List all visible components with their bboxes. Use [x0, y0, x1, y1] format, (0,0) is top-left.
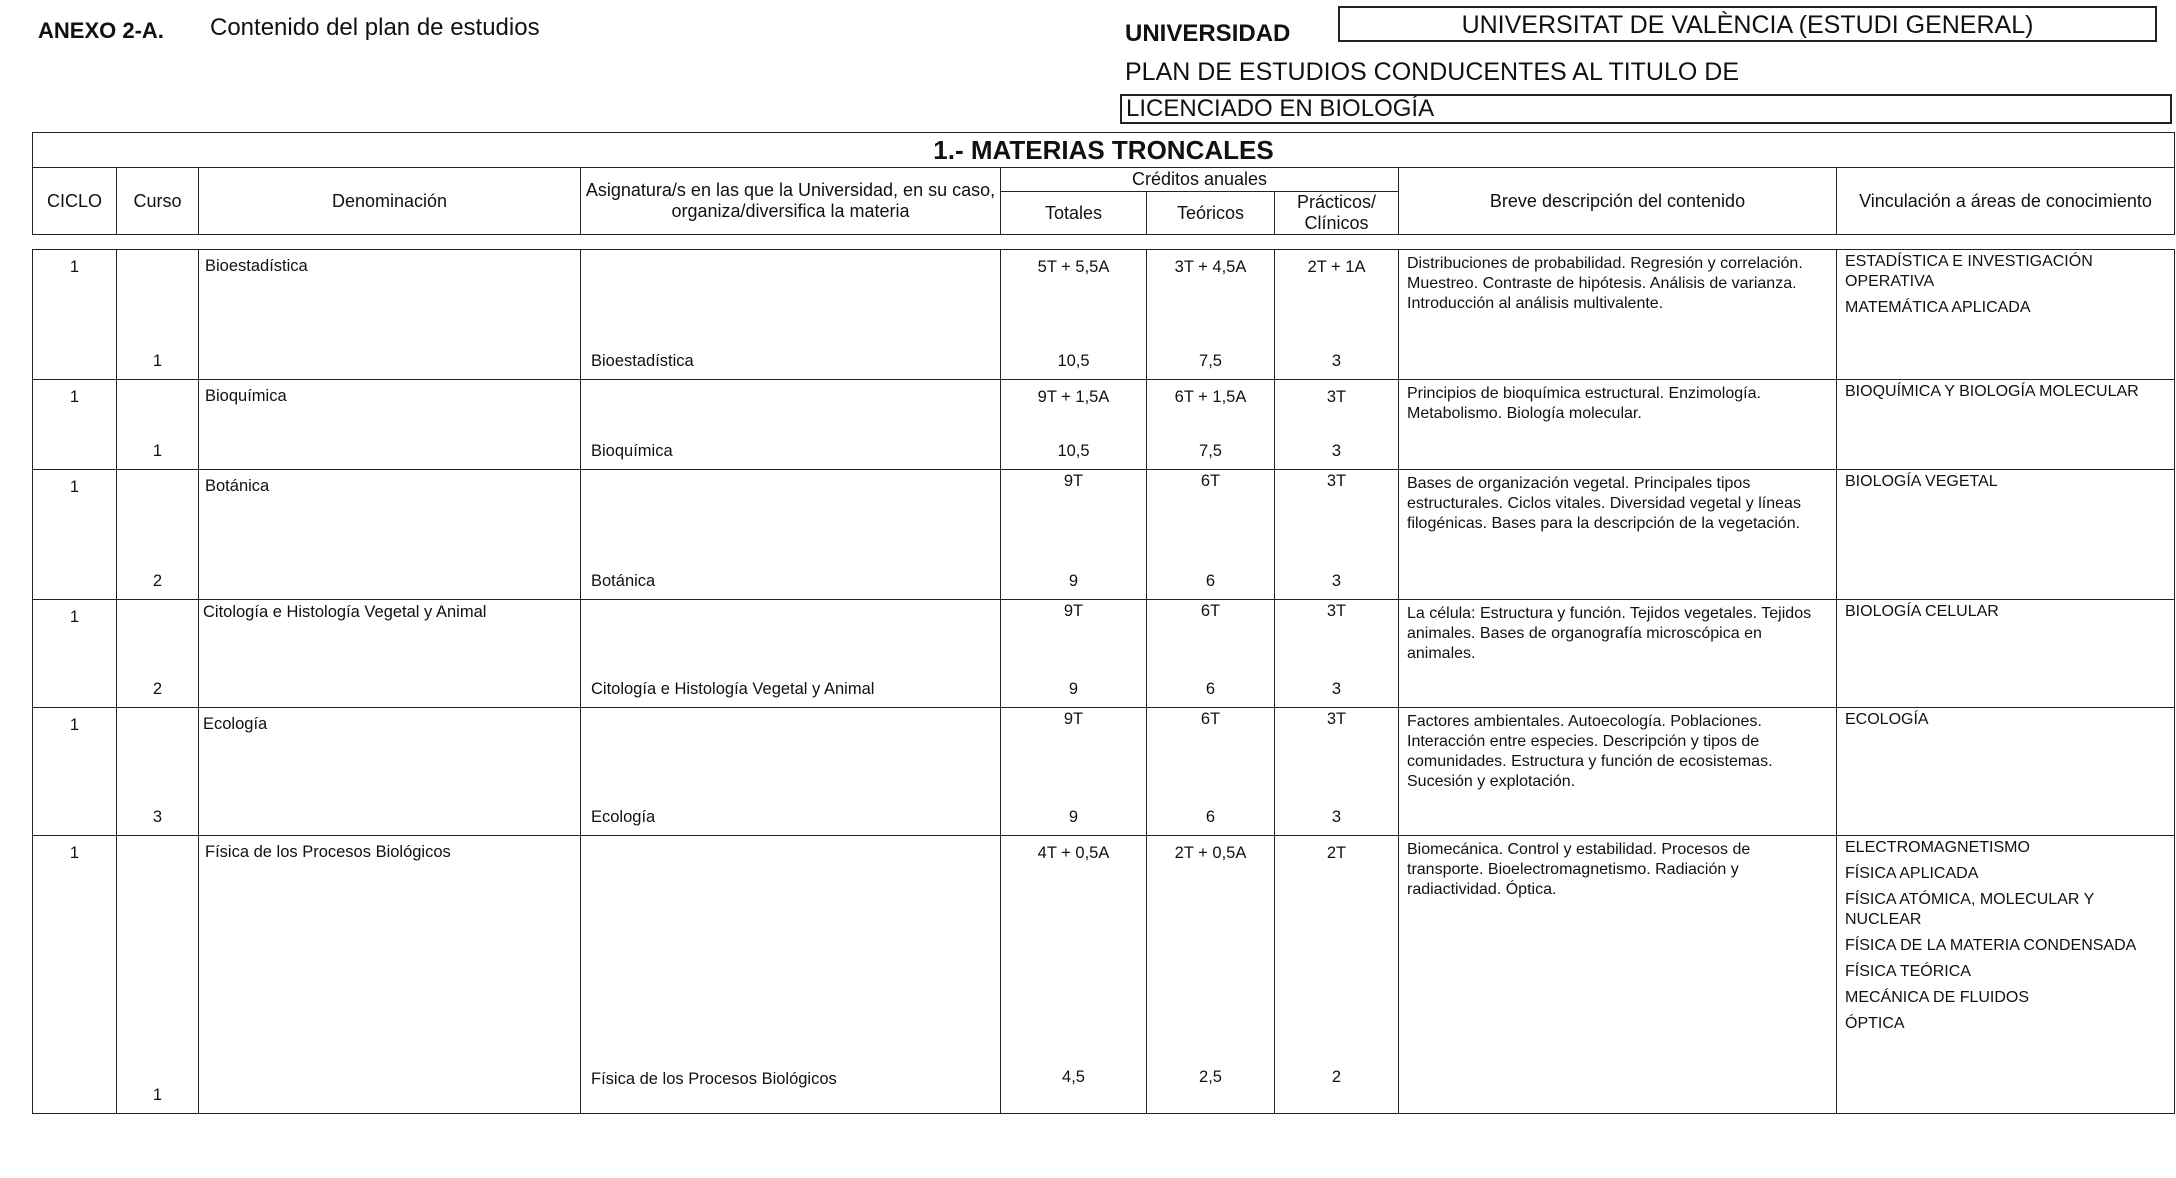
- row-practicos: 3: [1331, 572, 1342, 590]
- row-teoricos-top: 6T: [1200, 710, 1221, 728]
- row-ciclo: 1: [33, 600, 117, 708]
- row-descripcion: Factores ambientales. Autoecología. Poblaciones. Interacción entre especies. Descripción y tipos de comunidades. Estructura y función de ecosistemas. Sucesión y explotación.: [1399, 708, 1837, 836]
- row-asignatura-cell: [581, 708, 1001, 836]
- row-practicos: 2: [1331, 1068, 1342, 1086]
- row-totales: 10,5: [1057, 442, 1090, 460]
- row-areas: [1837, 708, 2175, 836]
- row-asignatura: Bioestadística: [591, 352, 694, 370]
- row-descripcion: Distribuciones de probabilidad. Regresión y correlación. Muestreo. Contraste de hipótesis. Análisis de varianza. Introducción al análisis multivalente.: [1399, 250, 1837, 380]
- row-totales-cell: [1001, 250, 1147, 380]
- row-ciclo: 1: [33, 250, 117, 380]
- row-teoricos: 7,5: [1199, 352, 1222, 370]
- row-teoricos: 6: [1205, 572, 1216, 590]
- universidad-field: UNIVERSITAT DE VALÈNCIA (ESTUDI GENERAL): [1338, 6, 2157, 42]
- row-teoricos-top: 6T: [1200, 472, 1221, 490]
- row-denominacion: Física de los Procesos Biológicos: [199, 836, 581, 1114]
- area-item: MATEMÁTICA APLICADA: [1845, 299, 2031, 316]
- area-item: FÍSICA APLICADA: [1845, 865, 1979, 882]
- row-practicos: 3: [1331, 680, 1342, 698]
- row-asignatura-cell: [581, 250, 1001, 380]
- row-totales: 4,5: [1062, 1068, 1085, 1086]
- table-row: [33, 470, 2175, 600]
- row-areas: [1837, 600, 2175, 708]
- row-curso: 1: [152, 442, 163, 460]
- row-totales: 9: [1068, 572, 1079, 590]
- table-row: [33, 708, 2175, 836]
- row-asignatura: Botánica: [591, 572, 656, 590]
- row-totales-top: 9T + 1,5A: [1037, 388, 1110, 406]
- row-practicos: 3: [1331, 808, 1342, 826]
- row-practicos-top: 2T: [1326, 844, 1347, 862]
- row-teoricos-cell: [1147, 250, 1275, 380]
- materias-troncales-table: [32, 132, 2175, 1114]
- area-item: BIOLOGÍA CELULAR: [1845, 603, 1999, 620]
- area-item: BIOLOGÍA VEGETAL: [1845, 473, 1998, 490]
- area-item: FÍSICA DE LA MATERIA CONDENSADA: [1845, 937, 2137, 954]
- row-ciclo: 1: [33, 380, 117, 470]
- row-ciclo: 1: [33, 836, 117, 1114]
- row-practicos-cell: [1275, 250, 1399, 380]
- row-curso-cell: [117, 836, 199, 1114]
- row-teoricos-cell: [1147, 600, 1275, 708]
- header-ciclo: CICLO: [33, 168, 117, 235]
- row-curso-cell: [117, 470, 199, 600]
- row-asignatura: Citología e Histología Vegetal y Animal: [591, 680, 875, 698]
- materias-table-container: [32, 132, 2175, 1114]
- area-item: ESTADÍSTICA E INVESTIGACIÓN OPERATIVA: [1845, 253, 2093, 290]
- area-item: ELECTROMAGNETISMO: [1845, 839, 2030, 856]
- header-denominacion: Denominación: [199, 168, 581, 235]
- row-totales-top: 5T + 5,5A: [1037, 258, 1110, 276]
- row-descripcion: Bases de organización vegetal. Principales tipos estructurales. Ciclos vitales. Diversidad vegetal y líneas filogénicas. Bases para la descripción de la vegetación.: [1399, 470, 1837, 600]
- titulo-field: LICENCIADO EN BIOLOGÍA: [1120, 94, 2172, 124]
- area-item: ECOLOGÍA: [1845, 711, 1929, 728]
- row-asignatura: Física de los Procesos Biológicos: [591, 1070, 837, 1088]
- row-curso: 1: [152, 352, 163, 370]
- row-curso: 2: [152, 572, 163, 590]
- row-teoricos-cell: [1147, 836, 1275, 1114]
- row-areas: [1837, 250, 2175, 380]
- area-item: FÍSICA ATÓMICA, MOLECULAR Y NUCLEAR: [1845, 891, 2094, 928]
- row-practicos: 3: [1331, 352, 1342, 370]
- row-practicos-cell: [1275, 600, 1399, 708]
- row-teoricos-cell: [1147, 470, 1275, 600]
- universidad-label: UNIVERSIDAD: [1125, 20, 1291, 47]
- row-asignatura: Ecología: [591, 808, 656, 826]
- header-vinculacion: Vinculación a áreas de conocimiento: [1837, 168, 2175, 235]
- row-asignatura-cell: [581, 380, 1001, 470]
- row-teoricos-top: 6T: [1200, 602, 1221, 620]
- row-teoricos: 6: [1205, 808, 1216, 826]
- row-asignatura-cell: [581, 836, 1001, 1114]
- row-practicos-cell: [1275, 836, 1399, 1114]
- row-practicos-top: 3T: [1326, 710, 1347, 728]
- row-denominacion: Bioquímica: [199, 380, 581, 470]
- row-teoricos-top: 2T + 0,5A: [1174, 844, 1247, 862]
- anexo-label: ANEXO 2-A.: [38, 18, 164, 43]
- row-totales: 9: [1068, 808, 1079, 826]
- table-row: [33, 250, 2175, 380]
- row-practicos-top: 2T + 1A: [1307, 258, 1366, 276]
- row-ciclo: 1: [33, 470, 117, 600]
- header-curso: Curso: [117, 168, 199, 235]
- row-practicos-top: 3T: [1326, 602, 1347, 620]
- row-totales-top: 9T: [1063, 602, 1084, 620]
- row-denominacion: Bioestadística: [199, 250, 581, 380]
- header-practicos: Prácticos/ Clínicos: [1275, 192, 1399, 235]
- row-totales-cell: [1001, 380, 1147, 470]
- row-asignatura-cell: [581, 470, 1001, 600]
- row-totales-top: 9T: [1063, 710, 1084, 728]
- row-areas: [1837, 836, 2175, 1114]
- row-teoricos: 6: [1205, 680, 1216, 698]
- row-teoricos: 7,5: [1199, 442, 1222, 460]
- row-curso-cell: [117, 708, 199, 836]
- area-item: FÍSICA TEÓRICA: [1845, 963, 1971, 980]
- header-gap: [33, 235, 2175, 250]
- row-totales: 9: [1068, 680, 1079, 698]
- row-denominacion: Ecología: [199, 708, 581, 836]
- section-title: 1.- MATERIAS TRONCALES: [33, 133, 2175, 168]
- area-item: BIOQUÍMICA Y BIOLOGÍA MOLECULAR: [1845, 383, 2139, 400]
- row-areas: [1837, 380, 2175, 470]
- row-descripcion: Biomecánica. Control y estabilidad. Procesos de transporte. Bioelectromagnetismo. Radiación y radiactividad. Óptica.: [1399, 836, 1837, 1114]
- row-practicos: 3: [1331, 442, 1342, 460]
- row-asignatura-cell: [581, 600, 1001, 708]
- plan-label: PLAN DE ESTUDIOS CONDUCENTES AL TITULO DE: [1125, 58, 1740, 86]
- row-teoricos: 2,5: [1199, 1068, 1222, 1086]
- row-totales: 10,5: [1057, 352, 1090, 370]
- row-curso-cell: [117, 250, 199, 380]
- area-item: MECÁNICA DE FLUIDOS: [1845, 989, 2030, 1006]
- table-row: [33, 600, 2175, 708]
- row-descripcion: Principios de bioquímica estructural. Enzimología. Metabolismo. Biología molecular.: [1399, 380, 1837, 470]
- table-row: [33, 836, 2175, 1114]
- header-asignatura: Asignatura/s en las que la Universidad, en su caso, organiza/diversifica la materia: [581, 168, 1001, 235]
- row-practicos-top: 3T: [1326, 472, 1347, 490]
- anexo-description: Contenido del plan de estudios: [210, 14, 540, 41]
- row-curso: 3: [152, 808, 163, 826]
- row-curso-cell: [117, 600, 199, 708]
- row-ciclo: 1: [33, 708, 117, 836]
- row-practicos-cell: [1275, 470, 1399, 600]
- header-creditos: Créditos anuales: [1001, 168, 1399, 192]
- header-teoricos: Teóricos: [1147, 192, 1275, 235]
- row-asignatura: Bioquímica: [591, 442, 673, 460]
- row-practicos-top: 3T: [1326, 388, 1347, 406]
- row-teoricos-cell: [1147, 708, 1275, 836]
- row-denominacion: Botánica: [199, 470, 581, 600]
- row-totales-cell: [1001, 836, 1147, 1114]
- row-teoricos-top: 6T + 1,5A: [1174, 388, 1247, 406]
- row-curso-cell: [117, 380, 199, 470]
- row-totales-cell: [1001, 708, 1147, 836]
- row-totales-top: 9T: [1063, 472, 1084, 490]
- area-item: ÓPTICA: [1845, 1015, 1905, 1032]
- row-teoricos-cell: [1147, 380, 1275, 470]
- row-practicos-cell: [1275, 380, 1399, 470]
- row-teoricos-top: 3T + 4,5A: [1174, 258, 1247, 276]
- row-denominacion: Citología e Histología Vegetal y Animal: [199, 600, 581, 708]
- row-areas: [1837, 470, 2175, 600]
- table-row: [33, 380, 2175, 470]
- row-totales-top: 4T + 0,5A: [1037, 844, 1110, 862]
- row-practicos-cell: [1275, 708, 1399, 836]
- row-totales-cell: [1001, 470, 1147, 600]
- row-curso: 2: [152, 680, 163, 698]
- header-descripcion: Breve descripción del contenido: [1399, 168, 1837, 235]
- header-totales: Totales: [1001, 192, 1147, 235]
- row-curso: 1: [152, 1086, 163, 1104]
- row-descripcion: La célula: Estructura y función. Tejidos vegetales. Tejidos animales. Bases de organografía microscópica en animales.: [1399, 600, 1837, 708]
- row-totales-cell: [1001, 600, 1147, 708]
